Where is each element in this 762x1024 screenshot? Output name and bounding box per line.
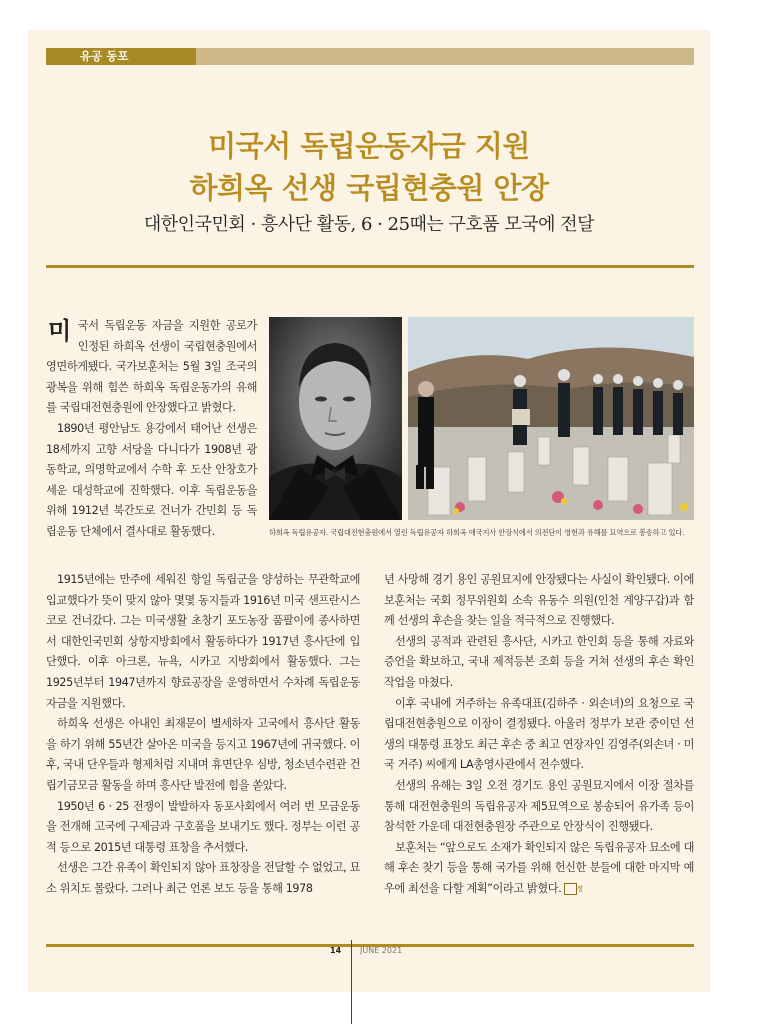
paragraph: 이후 국내에 거주하는 유족대표(김하주 · 외손녀)의 요청으로 국립대전현충원으로 이장이 결정됐다. 아울러 정부가 보관 중이던 선생의 대통령 표창도 최근 후손 중 최고 연장자인 김영주(외손녀 · 미국 거주) 씨에게 LA총영사관에서 전수했다. [384, 696, 694, 772]
paragraph-text: 보훈처는 “앞으로도 소재가 확인되지 않은 독립유공자 묘소에 대해 후손 찾기 등을 통해 국가를 위해 헌신한 분들에 대한 마지막 예우에 최선을 다할 계획”이라고 밝혔다. [384, 840, 694, 895]
headline-line-1: 미국서 독립운동자금 지원 [208, 129, 530, 163]
article-column-1 [46, 316, 257, 543]
paragraph: 1890년 평안남도 용강에서 태어난 선생은 18세까지 고향 서당을 다니다가 1908년 광동학교, 의명학교에서 수학 후 도산 안창호가 세운 대성학교에 진학했다. 이후 독립운동을 위해 1912년 북간도로 건너가 간민회 등 독립운동 단체에서 결사대로 활동했다. [46, 421, 257, 538]
end-mark-icon: 정 [564, 883, 577, 895]
paragraph: 1950년 6 · 25 전쟁이 발발하자 동포사회에서 여러 번 모금운동을 전개해 고국에 구제금과 구호품을 보내기도 했다. 정부는 이런 공적 등으로 2015년 대통령 표창을 추서했다. [46, 799, 360, 854]
section-tag-bar [46, 48, 694, 65]
headline-line-2: 하희옥 선생 국립현충원 안장 [189, 171, 549, 205]
section-tag: 유공 동포 [46, 48, 196, 65]
ceremony-photo [408, 317, 694, 520]
page-number: 14 [330, 946, 342, 955]
photo-caption: 하희옥 독립유공자. 국립대전현충원에서 열린 독립유공자 하희옥 애국지사 안장식에서 의전단이 영현과 유해를 묘역으로 봉송하고 있다. [269, 528, 685, 537]
subheadline: 대한인국민회 · 흥사단 활동, 6 · 25때는 구호품 모국에 전달 [143, 214, 595, 235]
paragraph: 년 사망해 경기 용인 공원묘지에 안장됐다는 사실이 확인됐다. 이에 보훈처는 국회 정무위원회 소속 유동수 의원(인천 계양구갑)과 함께 선생의 후손을 찾는 일을 적극적으로 진행했다. [384, 573, 694, 628]
paragraph: 1915년에는 만주에 세워진 항일 독립군을 양성하는 무관학교에 입교했다가 뜻이 맞지 않아 몇몇 동지들과 1916년 미국 샌프란시스코로 건너갔다. 그는 미국생활 초창기 포도농장 품팔이에 종사하면서 대한인국민회 상항지방회에서 활동하다가 1917년 흥사단에 입단했다. 이후 아크론, 뉴욕, 시카고 지방회에서 활동했다. 그는 1925년부터 1947년까지 향료공장을 운영하면서 수차례 독립운동 자금을 지원했다. [46, 573, 360, 710]
paragraph-text: 국서 독립운동 자금을 지원한 공로가 인정된 하희옥 선생이 국립현충원에서 영면하게됐다. 국가보훈처는 5월 3일 조국의 광복을 위해 힘쓴 하희옥 독립운동가의 유해를 국립대전현충원에 안장했다고 밝혔다. [46, 319, 257, 415]
article-column-2 [46, 570, 360, 900]
paragraph: 하희옥 선생은 아내인 최재문이 별세하자 고국에서 흥사단 활동을 하기 위해 55년간 살아온 미국을 등지고 1967년에 귀국했다. 이후, 국내 단우들과 형제처럼 지내며 휴면단우 심방, 청소년수련관 건립기금모금 활동을 하며 흥사단 발전에 힘을 쏟았다. [46, 717, 360, 792]
drop-cap: 미 [48, 317, 71, 345]
article-column-3 [384, 570, 694, 900]
paragraph [384, 838, 694, 900]
paragraph: 선생은 그간 유족이 확인되지 않아 표창장을 전달할 수 없었고, 묘소 위치도 몰랐다. 그러나 최근 언론 보도 등을 통해 1978 [46, 861, 360, 895]
magazine-page [28, 30, 710, 992]
portrait-photo [269, 317, 402, 520]
paragraph: 선생의 유해는 3일 오전 경기도 용인 공원묘지에서 이장 절차를 통해 대전현충원의 독립유공자 제5묘역으로 봉송되어 유가족 등이 참석한 가운데 대전현충원장 주관으로 안장식이 진행됐다. [384, 778, 694, 834]
top-divider [46, 265, 694, 268]
paragraph: 선생의 공적과 관련된 흥사단, 시카고 한인회 등을 통해 자료와 증언을 확보하고, 국내 제적등본 조회 등을 거쳐 선생의 후손 확인 작업을 마쳤다. [384, 634, 694, 689]
paragraph [46, 316, 257, 419]
page-separator [351, 940, 352, 1024]
issue-date: JUNE 2021 [360, 946, 403, 955]
